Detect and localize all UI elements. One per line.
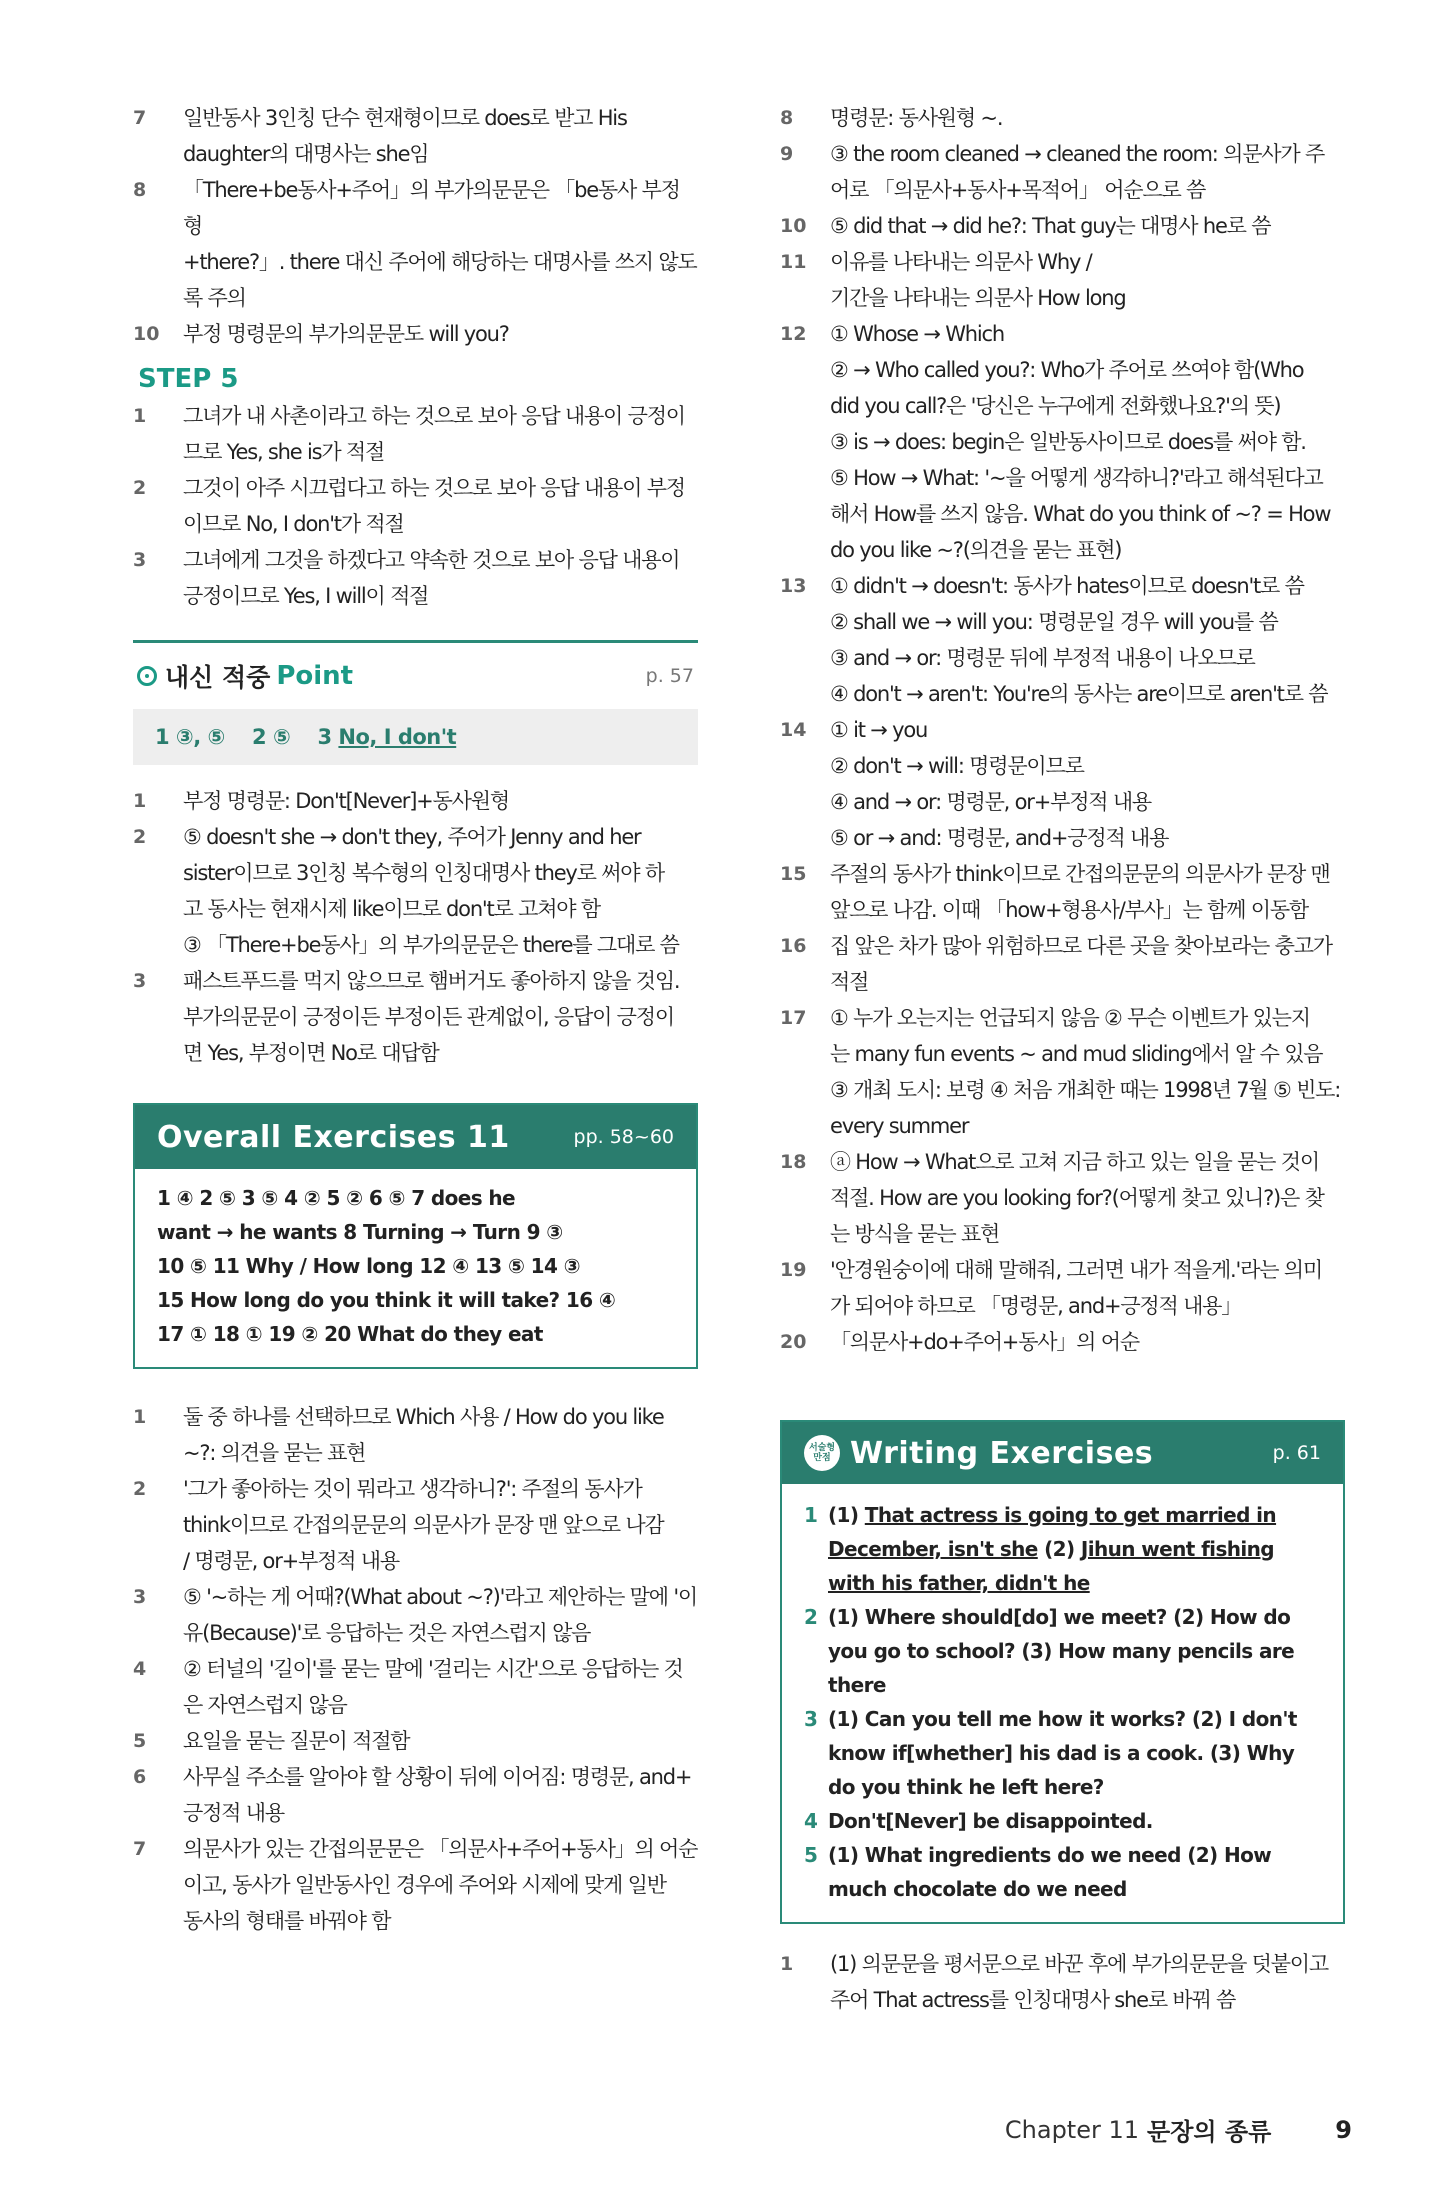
overall-explanations xyxy=(133,1399,698,1939)
chapter-title: 문장의 종류 xyxy=(1147,2118,1272,2146)
item-text: ① didn't → doesn't: 동사가 hates이므로 doesn't로 씀 ② shall we → will you: 명령문일 경우 will you를 씀 ③ and → or: 명령문 뒤에 부정적 내용이 나오므로 ④ don't → aren't: You're의 동사는 are이므로 aren't로 씀 xyxy=(830,574,1328,706)
item-text xyxy=(828,1498,1321,1600)
writing-explanations xyxy=(780,1946,1345,2018)
list-item xyxy=(133,398,698,470)
writing-item xyxy=(804,1498,1321,1600)
item-number: 16 xyxy=(780,935,807,957)
item-number: 1 xyxy=(804,1503,818,1527)
item-text: ③ the room cleaned → cleaned the room: 의문사가 주 어로 「의문사+동사+목적어」 어순으로 씀 xyxy=(830,142,1325,202)
list-item xyxy=(133,1831,698,1939)
item-text: (1) What ingredients do we need (2) How much chocolate do we need xyxy=(828,1843,1272,1901)
list-item xyxy=(780,136,1345,208)
writing-item xyxy=(804,1600,1321,1702)
list-item xyxy=(133,542,698,614)
item-text: 일반동사 3인칭 단수 현재형이므로 does로 받고 His daughter의 대명사는 she임 xyxy=(183,106,627,166)
answer-line: 10 ⑤ 11 Why / How long 12 ④ 13 ⑤ 14 ③ xyxy=(157,1254,580,1278)
point-title: 내신 적중 xyxy=(165,663,271,692)
item-text: 둘 중 하나를 선택하므로 Which 사용 / How do you like ~?: 의견을 묻는 표현 xyxy=(183,1405,664,1465)
item-number: 15 xyxy=(780,863,807,885)
item-number: 2 xyxy=(133,1478,147,1500)
item-number: 1 xyxy=(133,405,147,427)
list-item xyxy=(780,1000,1345,1144)
list-item xyxy=(133,1399,698,1471)
item-text: ⑤ doesn't she → don't they, 주어가 Jenny and her sister이므로 3인칭 복수형의 인칭대명사 they로 써야 하 고 동사는 현재시제 like이므로 don't로 고쳐야 함 ③ 「There+be동사」의 부가의문문은 there를 그대로 씀 xyxy=(183,825,679,957)
list-item xyxy=(133,470,698,542)
item-number: 1 xyxy=(780,1953,794,1975)
answer-1: 1 ③, ⑤ xyxy=(155,725,225,749)
list-item xyxy=(133,1579,698,1651)
list-item xyxy=(780,1946,1345,2018)
item-text: ① it → you ② don't → will: 명령문이므로 ④ and → or: 명령문, or+부정적 내용 ⑤ or → and: 명령문, and+긍정적 내용 xyxy=(830,718,1169,850)
answer-line: 17 ① 18 ① 19 ② 20 What do they eat xyxy=(157,1322,543,1346)
item-number: 14 xyxy=(780,719,807,741)
answer-line: 15 How long do you think it will take? 16 ④ xyxy=(157,1288,616,1312)
item-text: 이유를 나타내는 의문사 Why / 기간을 나타내는 의문사 How long xyxy=(830,250,1126,310)
item-number: 12 xyxy=(780,323,807,345)
item-number: 3 xyxy=(804,1707,818,1731)
answer-3: No, I don't xyxy=(338,725,457,749)
item-text: '그가 좋아하는 것이 뭐라고 생각하니?': 주절의 동사가 think이므로 간접의문문의 의문사가 문장 맨 앞으로 나감 / 명령문, or+부정적 내용 xyxy=(183,1477,664,1573)
list-item xyxy=(133,316,698,352)
item-number: 8 xyxy=(780,107,794,129)
item-text: 주절의 동사가 think이므로 간접의문문의 의문사가 문장 맨 앞으로 나감. 이때 「how+형용사/부사」는 함께 이동함 xyxy=(830,862,1330,922)
answer-line: want → he wants 8 Turning → Turn 9 ③ xyxy=(157,1220,563,1244)
item-number: 10 xyxy=(780,215,807,237)
writing-header xyxy=(782,1422,1343,1484)
answer-line: 1 ④ 2 ⑤ 3 ⑤ 4 ② 5 ② 6 ⑤ 7 does he xyxy=(157,1186,516,1210)
item-text: 패스트푸드를 먹지 않으므로 햄버거도 좋아하지 않을 것임. 부가의문문이 긍정이든 부정이든 관계없이, 응답이 긍정이 면 Yes, 부정이면 No로 대답함 xyxy=(183,969,680,1065)
item-number: 19 xyxy=(780,1259,807,1281)
step5-heading: STEP 5 xyxy=(138,364,239,394)
list-item xyxy=(780,712,1345,856)
item-text: 부정 명령문의 부가의문문도 will you? xyxy=(183,322,509,346)
item-number: 2 xyxy=(133,826,147,848)
item-text: (1) Where should[do] we meet? (2) How do you go to school? (3) How many pencils are there xyxy=(828,1605,1295,1697)
target-icon xyxy=(137,666,157,686)
item-number: 3 xyxy=(133,1586,147,1608)
answer-2: 2 ⑤ xyxy=(252,725,291,749)
writing-answers xyxy=(782,1484,1343,1922)
list-item xyxy=(133,963,698,1071)
list-item xyxy=(780,244,1345,316)
overall-pages: pp. 58~60 xyxy=(573,1126,674,1148)
item-text: 명령문: 동사원형 ~. xyxy=(830,106,1003,130)
list-item xyxy=(780,208,1345,244)
point-word: Point xyxy=(276,661,354,691)
item-number: 4 xyxy=(804,1809,818,1833)
list-item xyxy=(133,1723,698,1759)
item-number: 7 xyxy=(133,107,147,129)
item-text: 부정 명령문: Don't[Never]+동사원형 xyxy=(183,789,509,813)
list-item xyxy=(133,1651,698,1723)
list-item xyxy=(133,819,698,963)
item-number: 8 xyxy=(133,179,147,201)
point-header xyxy=(133,643,698,709)
list-item xyxy=(780,928,1345,1000)
writing-item xyxy=(804,1838,1321,1906)
item-text: 그것이 아주 시끄럽다고 하는 것으로 보아 응답 내용이 부정 이므로 No, I don't가 적절 xyxy=(183,476,685,536)
list-item xyxy=(133,172,698,316)
item-text: 사무실 주소를 알아야 할 상황이 뒤에 이어짐: 명령문, and+ 긍정적 내용 xyxy=(183,1765,692,1825)
page-footer xyxy=(1005,2112,1352,2147)
badge-icon: 서술형 만점 xyxy=(804,1435,840,1471)
answer-text: Jihun went fishing with his father, didn't he xyxy=(828,1537,1274,1595)
list-item xyxy=(133,783,698,819)
item-number: 5 xyxy=(133,1730,147,1752)
chapter-label: Chapter 11 xyxy=(1004,2115,1140,2144)
left-top-list xyxy=(133,100,698,352)
item-number: 2 xyxy=(133,477,147,499)
right-column xyxy=(780,100,1345,2018)
item-number: 2 xyxy=(804,1605,818,1629)
list-item xyxy=(780,100,1345,136)
item-text: 「There+be동사+주어」의 부가의문문은 「be동사 부정형 +there?」. there 대신 주어에 해당하는 대명사를 쓰지 않도 록 주의 xyxy=(183,178,697,310)
list-item xyxy=(133,100,698,172)
list-item xyxy=(780,1144,1345,1252)
item-text: (1) Can you tell me how it works? (2) I don't know if[whether] his dad is a cook. (3) Why do you think he left here? xyxy=(828,1707,1297,1799)
answer-3-number: 3 xyxy=(317,725,332,749)
page-number: 9 xyxy=(1335,2115,1352,2144)
writing-exercises-box xyxy=(780,1420,1345,1924)
item-number: 9 xyxy=(780,143,794,165)
part-label: (2) xyxy=(1044,1537,1075,1561)
writing-title: Writing Exercises xyxy=(850,1435,1154,1471)
item-number: 7 xyxy=(133,1838,147,1860)
item-number: 13 xyxy=(780,575,807,597)
writing-page: p. 61 xyxy=(1272,1442,1321,1464)
point-answers xyxy=(133,709,698,765)
item-text: ① Whose → Which ② → Who called you?: Who가 주어로 쓰여야 함(Who did you call?은 '당신은 누구에게 전화했나요?'의 뜻) ③ is → does: begin은 일반동사이므로 does를 써야 함. ⑤ How → What: '~을 어떻게 생각하니?'라고 해석된다고 해서 How를 쓰지 않음. What do you think of ~? = How do you like ~?(의견을 묻는 표현) xyxy=(830,322,1331,562)
left-column xyxy=(133,100,698,1939)
item-text: ⑤ '~하는 게 어때?(What about ~?)'라고 제안하는 말에 '이 유(Because)'로 응답하는 것은 자연스럽지 않음 xyxy=(183,1585,697,1645)
list-item xyxy=(780,568,1345,712)
item-number: 4 xyxy=(133,1658,147,1680)
item-text: 그녀가 내 사촌이라고 하는 것으로 보아 응답 내용이 긍정이 므로 Yes, she is가 적절 xyxy=(183,404,685,464)
list-item xyxy=(780,1252,1345,1324)
item-text: 의문사가 있는 간접의문문은 「의문사+주어+동사」의 어순 이고, 동사가 일반동사인 경우에 주어와 시제에 맞게 일반 동사의 형태를 바꿔야 함 xyxy=(183,1837,698,1933)
item-text: ⑤ did that → did he?: That guy는 대명사 he로 씀 xyxy=(830,214,1271,238)
list-item xyxy=(780,316,1345,568)
item-text: 그녀에게 그것을 하겠다고 약속한 것으로 보아 응답 내용이 긍정이므로 Yes, I will이 적절 xyxy=(183,548,680,608)
point-section xyxy=(133,640,698,1071)
list-item xyxy=(133,1759,698,1831)
step5-list xyxy=(133,398,698,614)
item-text: ① 누가 오는지는 언급되지 않음 ② 무슨 이벤트가 있는지 는 many fun events ~ and mud sliding에서 알 수 있음 ③ 개최 도시: 보령 ④ 처음 개최한 때는 1998년 7월 ⑤ 빈도: every summer xyxy=(830,1006,1341,1138)
item-number: 1 xyxy=(133,790,147,812)
item-text: 집 앞은 차가 많아 위험하므로 다른 곳을 찾아보라는 충고가 적절 xyxy=(830,934,1332,994)
item-text: 「의문사+do+주어+동사」의 어순 xyxy=(830,1330,1139,1354)
item-number: 6 xyxy=(133,1766,147,1788)
item-text: ② 터널의 '길이'를 묻는 말에 '걸리는 시간'으로 응답하는 것 은 자연스럽지 않음 xyxy=(183,1657,683,1717)
page-reference: p. 57 xyxy=(645,665,694,687)
writing-item xyxy=(804,1804,1321,1838)
item-number: 10 xyxy=(133,323,160,345)
item-number: 3 xyxy=(133,549,147,571)
item-number: 17 xyxy=(780,1007,807,1029)
writing-item xyxy=(804,1702,1321,1804)
item-number: 20 xyxy=(780,1331,807,1353)
overall-answers xyxy=(135,1169,696,1367)
item-text: 요일을 묻는 질문이 적절함 xyxy=(183,1729,410,1753)
item-number: 1 xyxy=(133,1406,147,1428)
list-item xyxy=(780,1324,1345,1360)
item-text: ⓐ How → What으로 고쳐 지금 하고 있는 일을 묻는 것이 적절. How are you looking for?(어떻게 찾고 있니?)은 찾 는 방식을 묻는 표현 xyxy=(830,1150,1324,1246)
item-number: 11 xyxy=(780,251,807,273)
overall-title: Overall Exercises 11 xyxy=(157,1119,510,1155)
overall-exercises-box xyxy=(133,1103,698,1369)
item-number: 3 xyxy=(133,970,147,992)
list-item xyxy=(780,856,1345,928)
right-top-list xyxy=(780,100,1345,1360)
item-number: 5 xyxy=(804,1843,818,1867)
item-number: 18 xyxy=(780,1151,807,1173)
item-text: Don't[Never] be disappointed. xyxy=(828,1809,1153,1833)
item-text: (1) 의문문을 평서문으로 바꾼 후에 부가의문문을 덧붙이고 주어 That actress를 인칭대명사 she로 바꿔 씀 xyxy=(830,1952,1328,2012)
item-text: '안경원숭이에 대해 말해줘, 그러면 내가 적을게.'라는 의미 가 되어야 하므로 「명령문, and+긍정적 내용」 xyxy=(830,1258,1322,1318)
overall-header xyxy=(135,1105,696,1169)
list-item xyxy=(133,1471,698,1579)
part-label: (1) xyxy=(828,1503,859,1527)
answer-text: That actress is going to get married in December, isn't she xyxy=(828,1503,1277,1561)
point-list xyxy=(133,783,698,1071)
